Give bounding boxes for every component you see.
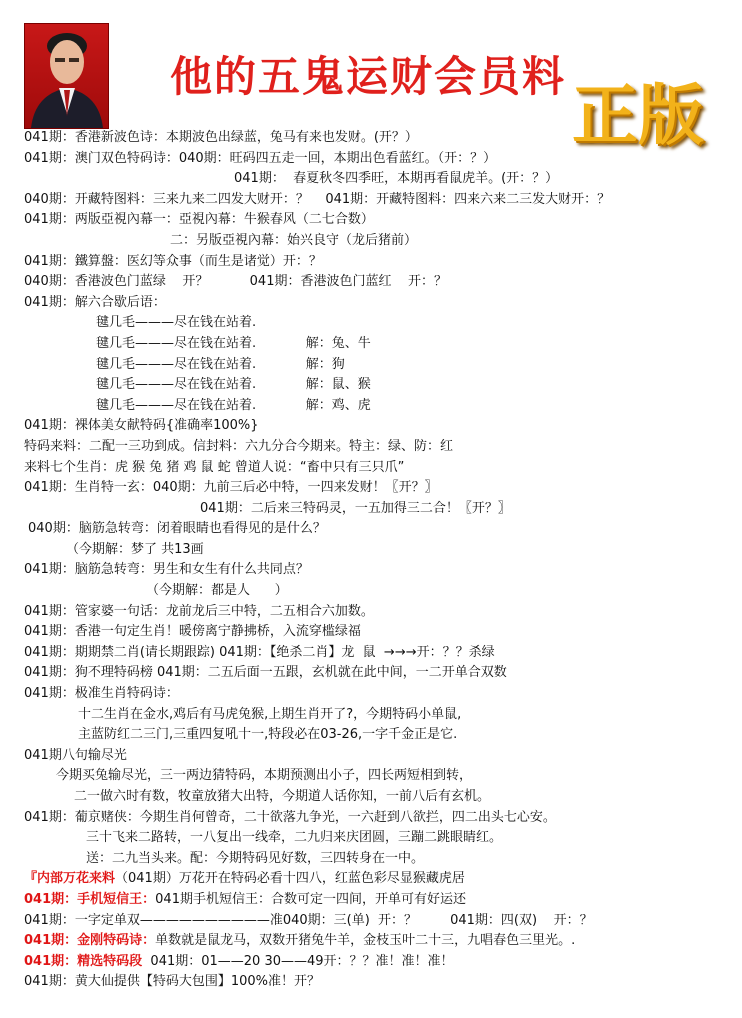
text-segment: 041期： — [24, 933, 78, 949]
text-segment: 041期：黄大仙提供【特码大包围】100%准！开？ — [24, 974, 320, 990]
text-line — [0, 602, 742, 623]
text-segment: （今期解：梦了 共13画 — [66, 541, 204, 557]
text-segment: 三十飞来二路转，一八复出一线牵，二九归来庆团圆，三蹦二跳眼睛红。 — [86, 830, 503, 846]
text-line — [0, 149, 742, 170]
text-segment: 送：二九当头来。配：今期特码见好数，三四转身在一中。 — [86, 850, 425, 866]
text-segment: 毽几毛———尽在钱在站着. 解：兔、牛 — [96, 335, 371, 351]
text-line — [0, 458, 742, 479]
text-segment: 十二生肖在金水,鸡后有马虎兔猴,上期生肖开了?，今期特码小单鼠, — [78, 706, 462, 722]
text-line — [0, 725, 742, 746]
text-line — [0, 560, 742, 581]
text-line — [0, 210, 742, 231]
text-line — [0, 499, 742, 520]
text-line — [0, 684, 742, 705]
text-line — [0, 252, 742, 273]
text-line — [0, 890, 742, 911]
text-segment: 041期：鐵算盤：医幻等众事（而生是诸觉）开：？ — [24, 253, 322, 269]
text-segment: （今期解：都是人 ） — [146, 583, 288, 599]
text-line — [0, 746, 742, 767]
text-segment: 040期：脑筋急转弯：闭着眼睛也看得见的是什么？ — [28, 521, 326, 537]
text-segment: 今期买兔输尽光，三一两边猜特码，本期预测出小子，四长两短相到转， — [56, 768, 473, 784]
text-line — [0, 396, 742, 417]
text-line — [0, 169, 742, 190]
text-segment: 041期：一字定单双——————————准040期：三(单) 开：？ 041期：四(双) 开：？ — [24, 912, 593, 928]
text-segment: 041期：香港一句定生肖！暖傍离宁静拂桥，入流穿槛绿福 — [24, 624, 361, 640]
text-line — [0, 416, 742, 437]
text-line — [0, 663, 742, 684]
text-segment: （041期）万花开在特码必看十四八，红蓝色彩尽显猴藏虎居 — [115, 871, 465, 887]
text-segment: 041期：生肖特一玄：040期：九前三后必中特，一四来发财！〖开？〗 — [24, 480, 438, 496]
text-segment: 041期手机短信王：合数可定一四间，开单可有好运还 — [155, 891, 466, 907]
text-segment: 毽几毛———尽在钱在站着. 解：鼠、猴 — [96, 377, 371, 393]
text-segment: 来料七个生肖：虎 猴 兔 猪 鸡 鼠 蛇 曾道人说：“畜中只有三只爪” — [24, 459, 405, 475]
text-segment: 041期：澳门双色特码诗：040期：旺码四五走一回，本期出色看蓝红。（开：？） — [24, 150, 497, 166]
text-segment: 041期：香港新波色诗：本期波色出绿蓝，兔马有来也发财。(开？） — [24, 130, 418, 145]
text-segment: 金刚特码诗： — [77, 933, 156, 949]
genuine-stamp: 正版 — [572, 76, 704, 154]
text-segment: 041期：管家婆一句话：龙前龙后三中特，二五相合六加数。 — [24, 603, 374, 619]
text-line — [0, 952, 742, 973]
text-line — [0, 313, 742, 334]
text-line — [0, 519, 742, 540]
portrait-photo — [24, 23, 109, 129]
text-line — [0, 972, 742, 993]
article-body — [0, 128, 742, 993]
text-segment: 精选特码段 — [77, 953, 143, 969]
text-line — [0, 828, 742, 849]
page-title: 他的五鬼运财会员料 — [170, 52, 567, 101]
text-line — [0, 931, 742, 952]
text-line — [0, 128, 742, 149]
text-segment: 041期：极准生肖特码诗： — [24, 686, 179, 702]
text-segment: 毽几毛———尽在钱在站着. 解：鸡、虎 — [96, 397, 371, 413]
text-line — [0, 272, 742, 293]
text-segment: 041期：脑筋急转弯：男生和女生有什么共同点？ — [24, 562, 309, 578]
text-segment: 特码来料：二配一三功到成。信封料：六九分合今期来。特主：绿、防：红 — [24, 438, 454, 454]
text-line — [0, 540, 742, 561]
text-line — [0, 190, 742, 211]
text-segment: 二：另版亞視內幕：始兴良守（龙后猪前） — [170, 232, 418, 248]
text-line — [0, 355, 742, 376]
text-segment: 040期：香港波色门蓝绿 开？ 041期：香港波色门蓝红 开：？ — [24, 274, 448, 290]
text-line — [0, 766, 742, 787]
text-line — [0, 849, 742, 870]
text-segment: 041期：二后来三特码灵，一五加得三二合！〖开？〗 — [200, 500, 511, 516]
text-segment: 041期： — [24, 891, 78, 907]
text-segment: 单数就是鼠龙马，双数开猪兔牛羊，金枝玉叶二十三，九唱春色三里光。. — [155, 933, 576, 949]
text-segment: 041期： 春夏秋冬四季旺，本期再看鼠虎羊。(开：？） — [234, 171, 559, 187]
text-segment: 040期：开藏特图料：三来九来二四发大财开：？ 041期：开藏特图料：四来六来二三发大财开：？ — [24, 191, 611, 207]
text-segment: 041期八句输尽光 — [24, 747, 127, 763]
text-line — [0, 869, 742, 890]
text-segment: 041期：期期禁二肖(请长期跟踪) 041期：【绝杀二肖】龙 鼠 →→→开：？？杀绿 — [24, 644, 495, 660]
text-segment: 毽几毛———尽在钱在站着. — [96, 315, 257, 331]
text-line — [0, 911, 742, 932]
text-segment: 主蓝防红二三门,三重四复吼十一,特段必在03-26,一字千金正是它. — [78, 727, 458, 743]
text-line — [0, 375, 742, 396]
text-line — [0, 787, 742, 808]
text-segment: 041期：01——20 30——49开：？？准！准！准！ — [142, 953, 454, 969]
text-line — [0, 643, 742, 664]
text-segment: 041期：葡京赌侠：今期生肖何曾奇，二十欲落九争光，一六赶到八欲拦，四二出头七心安。 — [24, 809, 556, 825]
text-line — [0, 231, 742, 252]
text-segment: 041期：解六合歇后语： — [24, 294, 166, 310]
text-segment: 二一做六时有数，牧童放猪大出特，今期道人话你知，一前八后有玄机。 — [74, 789, 491, 804]
text-line — [0, 437, 742, 458]
text-line — [0, 808, 742, 829]
text-segment: 毽几毛———尽在钱在站着. 解：狗 — [96, 356, 345, 372]
text-line — [0, 293, 742, 314]
text-segment: 041期：狗不理特码榜 041期：二五后面一五跟，玄机就在此中间，一二开单合双数 — [24, 665, 507, 681]
text-segment: 041期： — [24, 953, 78, 969]
text-line — [0, 581, 742, 602]
text-segment: 041期：裸体美女献特码{准确率100%} — [24, 418, 259, 434]
text-segment: 手机短信王： — [77, 891, 156, 907]
text-segment: 041期：两版亞視內幕一：亞視內幕：牛猴春风（二七合数） — [24, 212, 374, 228]
text-line — [0, 622, 742, 643]
text-line — [0, 478, 742, 499]
text-line — [0, 334, 742, 355]
text-segment: 『内部万花来料 — [24, 871, 116, 887]
text-line — [0, 705, 742, 726]
